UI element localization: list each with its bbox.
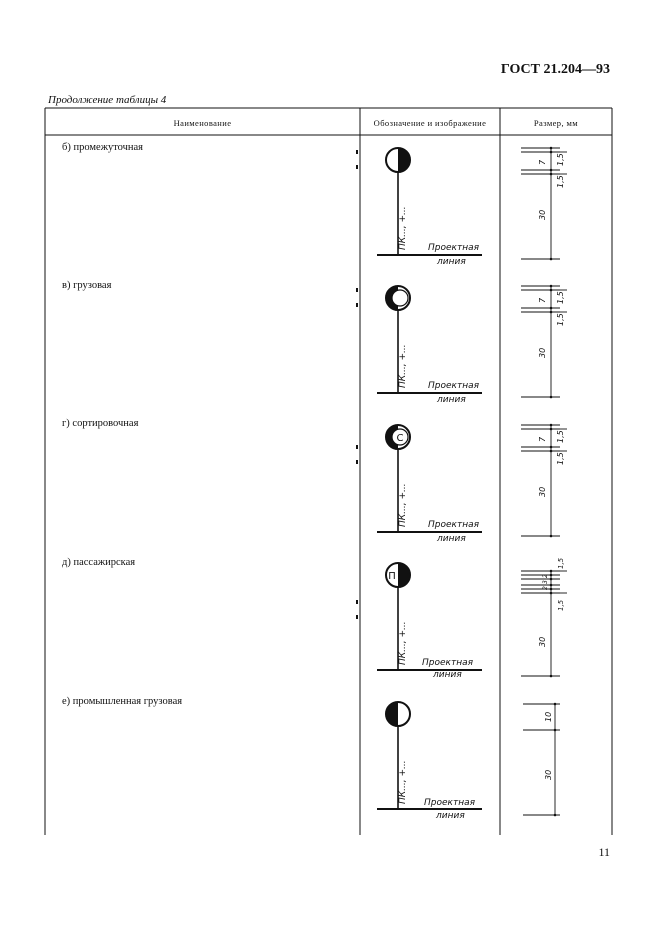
- svg-text:ПК..., +...: ПК..., +...: [398, 344, 408, 388]
- svg-text:Проектная: Проектная: [422, 658, 474, 668]
- svg-text:Проектная: Проектная: [428, 243, 480, 253]
- svg-text:линия: линия: [437, 534, 466, 544]
- row-name-industrial-freight: е) промышленная грузовая: [62, 696, 183, 707]
- station-symbol-industrial-freight: [360, 692, 495, 822]
- svg-text:2: 2: [542, 586, 549, 590]
- station-symbol-passenger: [360, 553, 495, 683]
- svg-text:1,5: 1,5: [556, 430, 565, 443]
- table-continuation-caption: Продолжение таблицы 4: [48, 94, 167, 106]
- dimension-drawing-passenger: [505, 553, 595, 683]
- svg-text:Проектная: Проектная: [428, 520, 480, 530]
- svg-text:7: 7: [538, 159, 547, 165]
- svg-text:30: 30: [544, 769, 553, 780]
- svg-text:Проектная: Проектная: [428, 381, 480, 391]
- svg-text:линия: линия: [436, 811, 465, 821]
- station-symbol-intermediate: [360, 138, 495, 268]
- svg-text:ПК..., +...: ПК..., +...: [398, 206, 408, 250]
- svg-text:П: П: [388, 571, 396, 582]
- svg-text:1,5: 1,5: [557, 557, 565, 569]
- row-name-intermediate: б) промежуточная: [62, 142, 144, 153]
- svg-text:ПК..., +...: ПК..., +...: [398, 621, 408, 665]
- svg-text:С: С: [396, 433, 404, 444]
- svg-text:линия: линия: [437, 257, 466, 267]
- svg-text:7: 7: [538, 436, 547, 442]
- svg-text:1,5: 1,5: [556, 153, 565, 166]
- svg-text:1,5: 1,5: [557, 599, 565, 611]
- row-name-passenger: д) пассажирская: [62, 557, 136, 568]
- svg-text:30: 30: [538, 209, 547, 220]
- document-code: ГОСТ 21.204—93: [500, 62, 610, 77]
- svg-text:10: 10: [544, 711, 553, 722]
- column-header-name: Наименование: [173, 118, 232, 128]
- svg-text:Проектная: Проектная: [424, 798, 476, 808]
- column-header-size: Размер, мм: [533, 118, 579, 128]
- row-name-freight: в) грузовая: [62, 280, 112, 291]
- svg-text:2: 2: [542, 574, 549, 578]
- dimension-drawing-sorting: [505, 415, 595, 545]
- svg-text:7: 7: [538, 297, 547, 303]
- svg-text:30: 30: [538, 347, 547, 358]
- svg-text:линия: линия: [433, 670, 462, 680]
- dimension-drawing-freight: [505, 276, 595, 406]
- svg-text:30: 30: [538, 636, 547, 647]
- dimension-drawing-industrial-freight: [505, 692, 595, 822]
- svg-text:ПК..., +...: ПК..., +...: [398, 760, 408, 804]
- svg-text:ПК..., +...: ПК..., +...: [398, 483, 408, 527]
- row-name-sorting: г) сортировочная: [62, 418, 139, 429]
- station-symbol-freight: [360, 276, 495, 406]
- svg-text:1,5: 1,5: [556, 291, 565, 304]
- column-header-symbol: Обозначение и изображение: [373, 118, 487, 128]
- svg-text:3: 3: [542, 580, 549, 584]
- svg-text:1,5: 1,5: [556, 175, 565, 188]
- dimension-drawing-intermediate: [505, 138, 595, 268]
- station-symbol-sorting: [360, 415, 495, 545]
- svg-text:30: 30: [538, 486, 547, 497]
- svg-text:1,5: 1,5: [556, 313, 565, 326]
- page-number: 11: [598, 845, 610, 859]
- svg-text:1,5: 1,5: [556, 452, 565, 465]
- svg-text:линия: линия: [437, 395, 466, 405]
